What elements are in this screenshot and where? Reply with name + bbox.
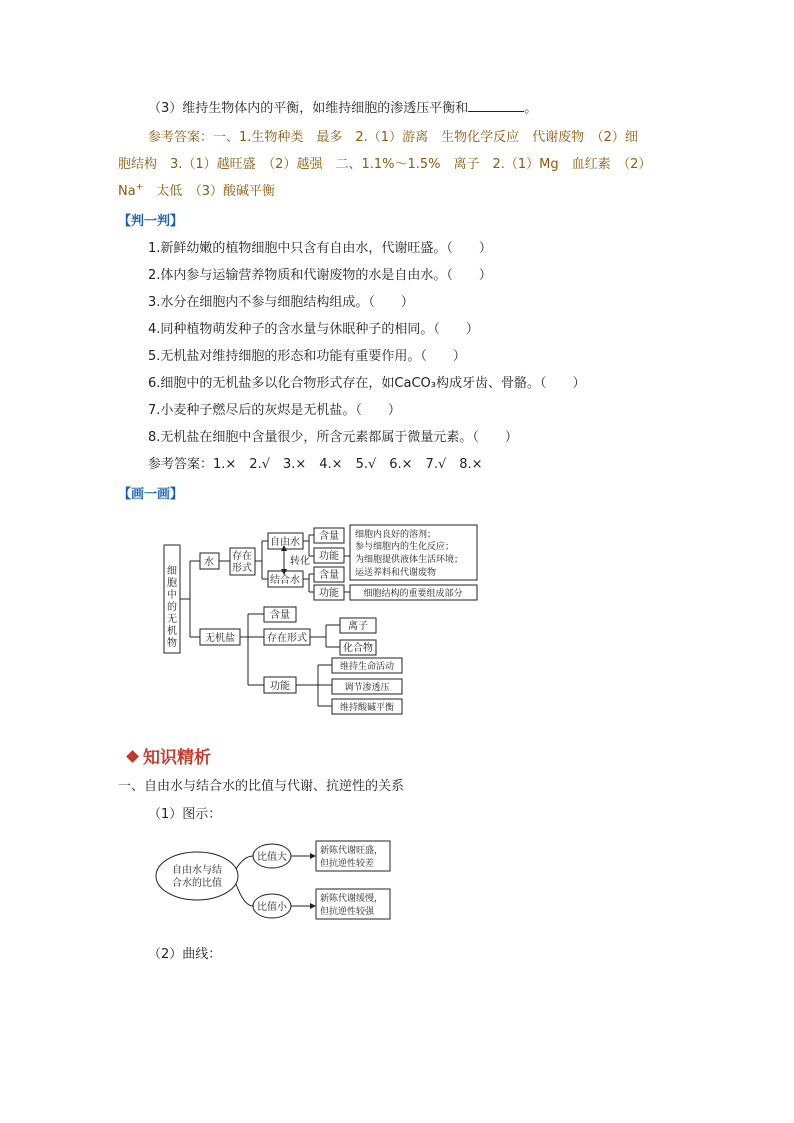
bound-water-label: 结合水 xyxy=(270,575,300,586)
draw-title: 【画一画】 xyxy=(118,487,184,502)
f3-label: 维持酸碱平衡 xyxy=(339,703,395,713)
root-char-3: 中 xyxy=(167,590,177,601)
root-char-7: 物 xyxy=(167,638,177,649)
water-label: 水 xyxy=(204,557,214,568)
convert-label: 转化 xyxy=(290,556,310,567)
judge-item-1: 1.新鲜幼嫩的植物细胞中只含有自由水，代谢旺盛。（ ） xyxy=(148,241,492,256)
exist-form-label-1: 存在 xyxy=(232,551,252,562)
big-label: 比值大 xyxy=(257,852,287,863)
free-water-label: 自由水 xyxy=(270,537,300,548)
answer-line-1: 参考答案：一、1.生物种类 最多 2.（1）游离 生物化学反应 代谢废物 （2）细 xyxy=(148,130,638,145)
salt-function-label: 功能 xyxy=(270,681,290,692)
ratio-ellipse xyxy=(156,852,238,900)
answer-line-2: 胞结构 3.（1）越旺盛 （2）越强 二、1.1%～1.5% 离子 2.（1）Mg 血红素 （2） xyxy=(118,157,652,172)
ion-label: 离子 xyxy=(348,621,368,632)
bound-content-label: 含量 xyxy=(319,570,339,581)
diamond-icon xyxy=(126,750,139,763)
knowledge-diagram-label: （1）图示： xyxy=(148,807,222,822)
salt-exist-label: 存在形式 xyxy=(267,633,307,644)
bound-function-label: 功能 xyxy=(319,588,339,599)
free-func-1: 细胞内良好的溶剂； xyxy=(355,530,437,540)
free-func-2: 参与细胞内的生化反应； xyxy=(355,542,455,552)
ratio-label-1: 自由水与结 xyxy=(172,865,222,876)
f2-label: 调节渗透压 xyxy=(344,683,390,693)
salt-label: 无机盐 xyxy=(205,633,235,644)
answer-line-3-rest: 太低 （3）酸碱平衡 xyxy=(143,184,276,199)
judge-title: 【判一判】 xyxy=(118,214,184,229)
judge-item-5: 5.无机盐对维持细胞的形态和功能有重要作用。（ ） xyxy=(148,349,466,364)
judge-item-4: 4.同种植物萌发种子的含水量与休眠种子的相同。（ ） xyxy=(148,322,479,337)
knowledge-curve-label: （2）曲线： xyxy=(148,947,222,962)
judge-item-7: 7.小麦种子燃尽后的灰烬是无机盐。（ ） xyxy=(148,403,401,418)
compound-label: 化合物 xyxy=(343,643,373,654)
small-res-1: 新陈代谢缓慢， xyxy=(320,894,384,904)
knowledge-heading-1: 一、自由水与结合水的比值与代谢、抗逆性的关系 xyxy=(118,779,405,794)
root-char-6: 机 xyxy=(167,626,177,637)
big-res-1: 新陈代谢旺盛， xyxy=(320,846,384,856)
small-res-2: 但抗逆性较强 xyxy=(320,907,375,917)
judge-item-2: 2.体内参与运输营养物质和代谢废物的水是自由水。（ ） xyxy=(148,268,492,283)
big-res-2: 但抗逆性较差 xyxy=(320,859,375,869)
root-char-4: 的 xyxy=(167,602,177,613)
root-char-5: 无 xyxy=(167,614,177,625)
root-char-1: 细 xyxy=(167,566,177,577)
free-func-3: 为细胞提供液体生活环境； xyxy=(355,555,464,565)
root-char-2: 胞 xyxy=(167,578,177,589)
judge-item-8: 8.无机盐在细胞中含量很少，所含元素都属于微量元素。（ ） xyxy=(148,430,518,445)
q3-end: 。 xyxy=(524,101,538,116)
salt-content-label: 含量 xyxy=(270,610,290,621)
q3-label: （3）维持生物体内的平衡，如维持细胞的渗透压平衡和 xyxy=(148,101,469,116)
judge-item-6: 6.细胞中的无机盐多以化合物形式存在，如CaCO₃构成牙齿、骨骼。（ ） xyxy=(148,376,586,391)
answer-na-sup: + xyxy=(135,182,144,193)
free-func-4: 运送养料和代谢废物 xyxy=(355,568,437,578)
arrow-right-icon xyxy=(310,903,316,909)
small-label: 比值小 xyxy=(257,902,287,913)
exist-form-label-2: 形式 xyxy=(232,563,252,574)
free-function-label: 功能 xyxy=(319,551,339,562)
judge-item-3: 3.水分在细胞内不参与细胞结构组成。（ ） xyxy=(148,295,414,310)
judge-answer: 参考答案：1.× 2.√ 3.× 4.× 5.√ 6.× 7.√ 8.× xyxy=(148,457,483,472)
answer-na: Na xyxy=(118,184,136,199)
knowledge-title xyxy=(128,743,211,768)
knowledge-title-text: 知识精析 xyxy=(143,748,211,768)
f1-label: 维持生命活动 xyxy=(339,662,395,672)
arrow-right-icon xyxy=(310,853,316,859)
free-content-label: 含量 xyxy=(319,531,339,542)
ratio-label-2: 合水的比值 xyxy=(172,878,222,889)
bound-func-text: 细胞结构的重要组成部分 xyxy=(363,589,463,599)
